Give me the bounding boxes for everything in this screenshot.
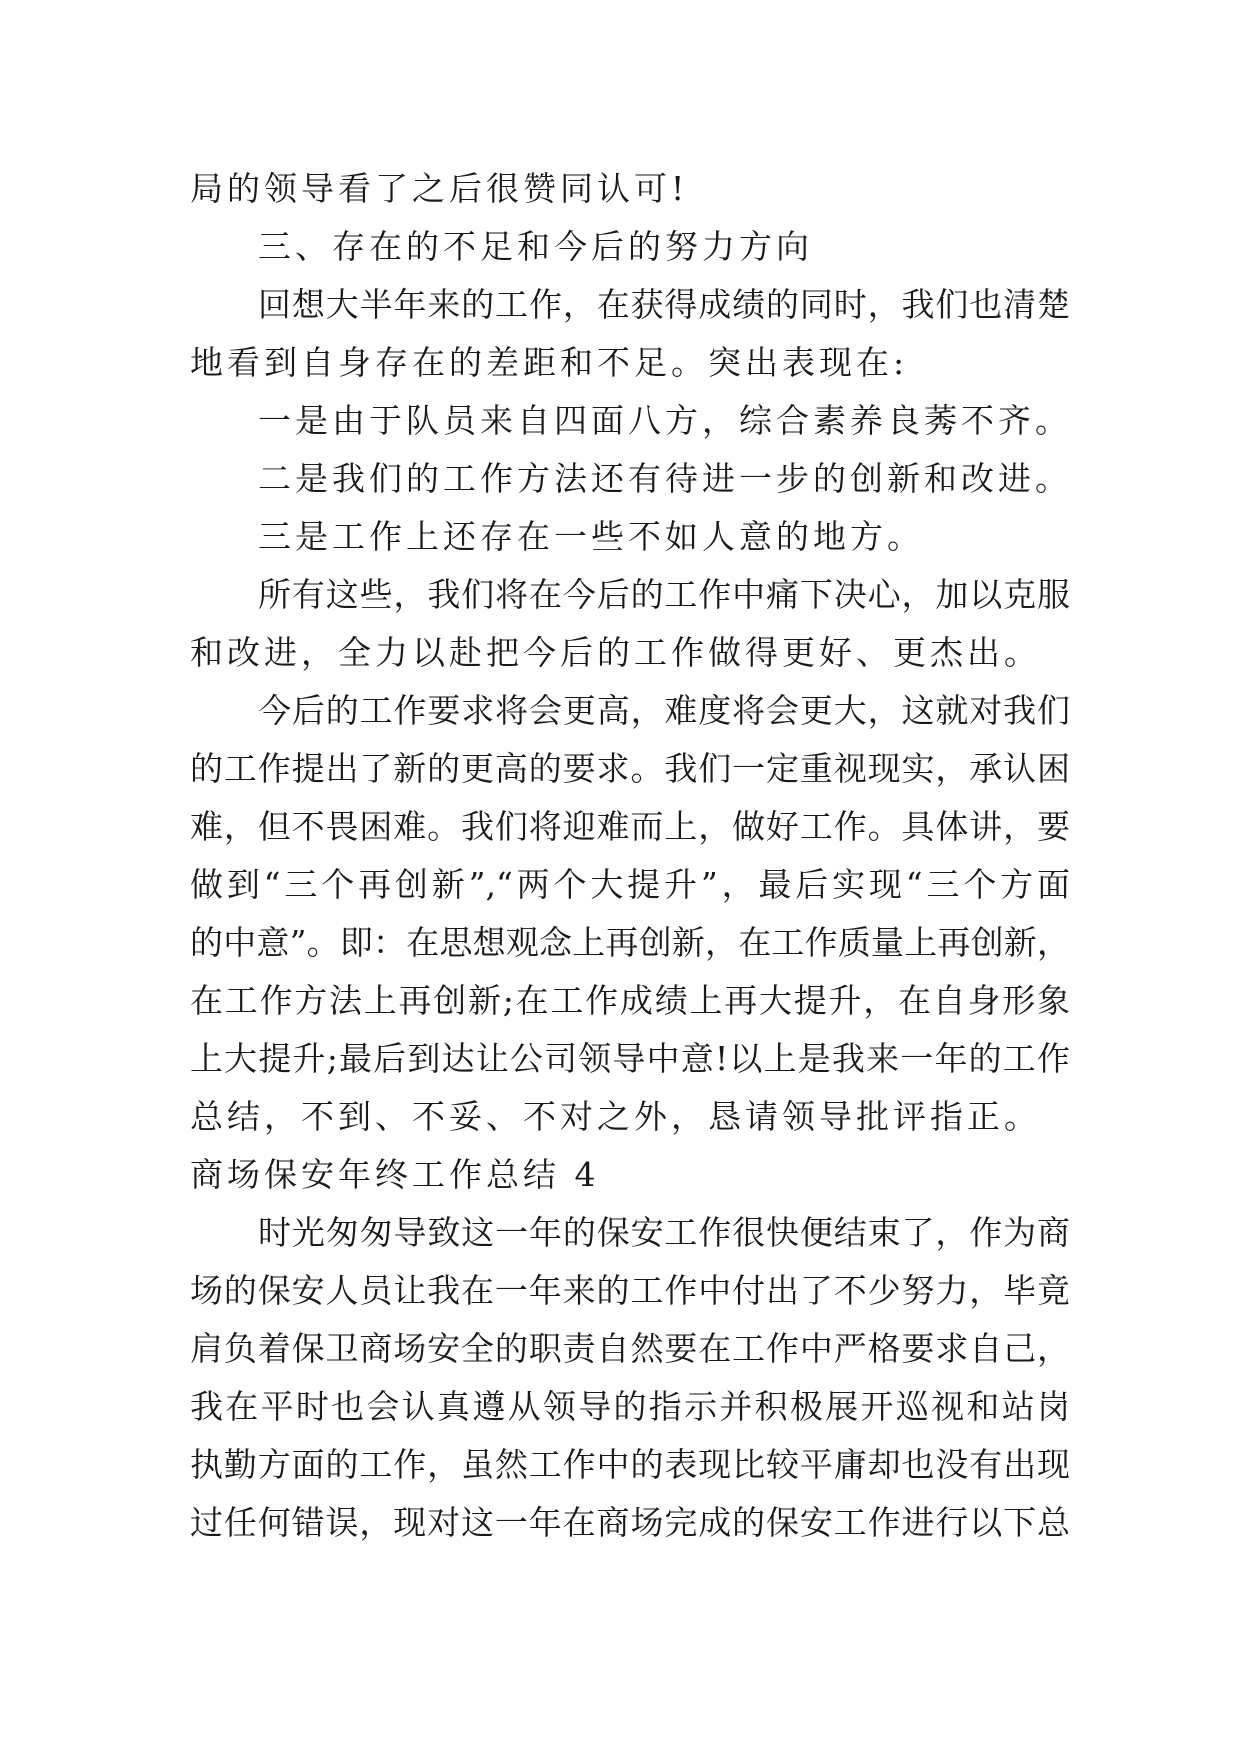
text-line: 时光匆匆导致这一年的保安工作很快便结束了，作为商 [258, 1213, 1070, 1252]
text-line: 回想大半年来的工作，在获得成绩的同时，我们也清楚 [258, 285, 1070, 324]
text-line: 三是工作上还存在一些不如人意的地方。 [258, 517, 924, 556]
text-line: 所有这些，我们将在今后的工作中痛下决心，加以克服 [258, 575, 1070, 614]
text-line: 在工作方法上再创新;在工作成绩上再大提升，在自身形象 [190, 981, 1070, 1020]
text-line: 局的领导看了之后很赞同认可! [190, 169, 689, 208]
text-line: 做到“三个再创新”,“两个大提升”，最后实现“三个方面 [190, 865, 1070, 904]
text-line: 和改进，全力以赴把今后的工作做得更好、更杰出。 [190, 633, 1041, 672]
text-line: 商场保安年终工作总结 4 [190, 1155, 600, 1194]
text-line: 肩负着保卫商场安全的职责自然要在工作中严格要求自己， [190, 1329, 1070, 1368]
text-line: 我在平时也会认真遵从领导的指示并积极展开巡视和站岗 [190, 1387, 1070, 1426]
text-line: 一是由于队员来自四面八方，综合素养良莠不齐。 [258, 401, 1072, 440]
text-line: 的中意”。即：在思想观念上再创新，在工作质量上再创新， [190, 923, 1070, 962]
text-line: 二是我们的工作方法还有待进一步的创新和改进。 [258, 459, 1072, 498]
text-line: 执勤方面的工作，虽然工作中的表现比较平庸却也没有出现 [190, 1445, 1070, 1484]
text-line: 的工作提出了新的更高的要求。我们一定重视现实，承认困 [190, 749, 1070, 788]
text-line: 今后的工作要求将会更高，难度将会更大，这就对我们 [258, 691, 1070, 730]
text-line: 难，但不畏困难。我们将迎难而上，做好工作。具体讲，要 [190, 807, 1070, 846]
text-line: 上大提升;最后到达让公司领导中意!以上是我来一年的工作 [190, 1039, 1070, 1078]
document-body [190, 160, 1070, 1552]
text-line: 过任何错误，现对这一年在商场完成的保安工作进行以下总 [190, 1503, 1070, 1542]
text-line: 总结，不到、不妥、不对之外，恳请领导批评指正。 [190, 1097, 1041, 1136]
text-line: 地看到自身存在的差距和不足。突出表现在: [190, 343, 909, 382]
text-line: 场的保安人员让我在一年来的工作中付出了不少努力，毕竟 [190, 1271, 1070, 1310]
text-line: 三、存在的不足和今后的努力方向 [258, 227, 813, 266]
